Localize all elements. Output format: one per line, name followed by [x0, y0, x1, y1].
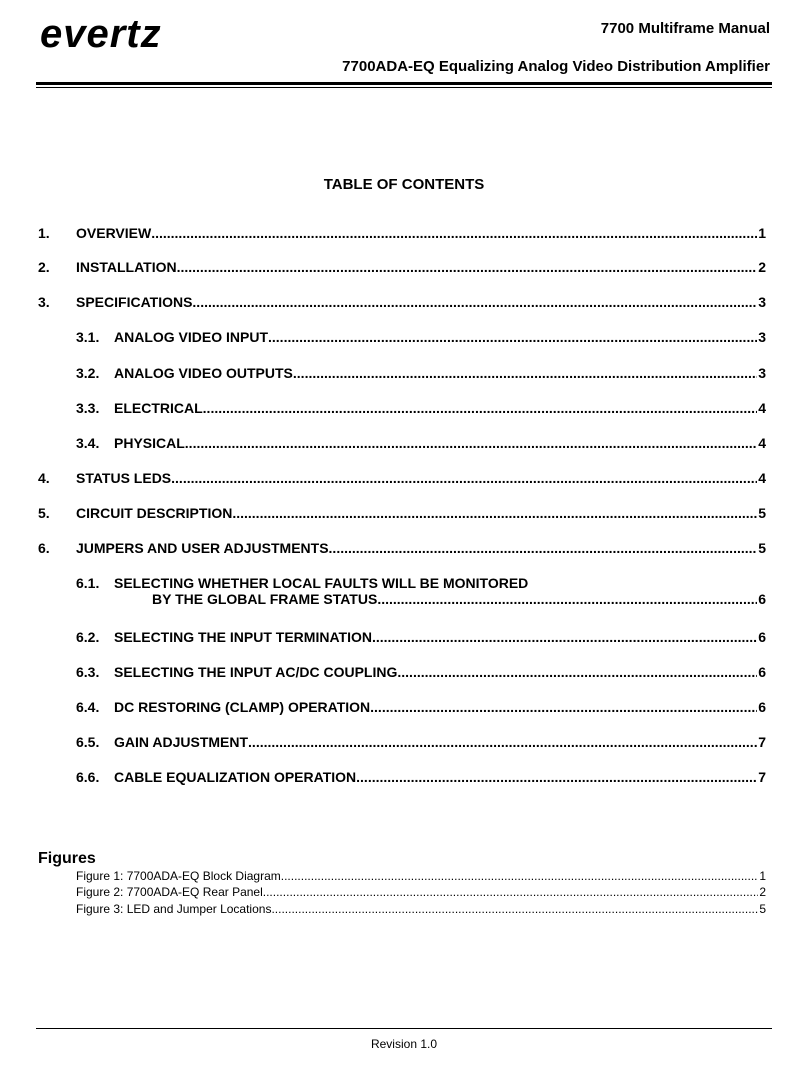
toc-title-text: CIRCUIT DESCRIPTION [76, 505, 233, 521]
figure-title: Figure 1: 7700ADA-EQ Block Diagram [76, 869, 281, 883]
toc-title-text: INSTALLATION [76, 259, 177, 275]
toc-page: 4 [758, 400, 766, 416]
toc-number: 1. [38, 225, 50, 241]
toc-page: 3 [758, 365, 766, 381]
toc-number: 6.3. [76, 664, 100, 680]
toc-entry-input-termination[interactable] [38, 629, 766, 645]
toc-number: 6.2. [76, 629, 100, 645]
toc-leader [293, 365, 757, 381]
figure-leader [281, 869, 759, 883]
toc-entry-analog-video-outputs[interactable] [38, 365, 766, 381]
toc-title-text: OVERVIEW [76, 225, 152, 241]
toc-leader [171, 470, 757, 486]
toc-leader [397, 664, 757, 680]
toc-number: 5. [38, 505, 50, 521]
footer-rule [36, 1028, 772, 1029]
toc-title-text: STATUS LEDS [76, 470, 172, 486]
manual-title: 7700 Multiframe Manual [600, 20, 770, 37]
toc-entry-cable-equalization[interactable] [38, 769, 766, 785]
toc-title-text: PHYSICAL [114, 435, 185, 451]
toc-leader [177, 259, 758, 275]
toc-page: 4 [758, 435, 766, 451]
toc-leader [377, 591, 757, 607]
toc-number: 6.1. [76, 575, 100, 591]
figure-page: 5 [759, 902, 766, 916]
header-rule-thick [36, 82, 772, 85]
figure-entry-led-jumper[interactable] [76, 902, 766, 916]
toc-leader [372, 629, 757, 645]
figure-title: Figure 2: 7700ADA-EQ Rear Panel [76, 885, 263, 899]
toc-leader [203, 400, 758, 416]
toc-entry-physical[interactable] [38, 435, 766, 451]
toc-page: 7 [758, 734, 766, 750]
toc-page: 4 [758, 470, 766, 486]
toc-leader [192, 294, 757, 310]
toc-page: 3 [758, 294, 766, 310]
toc-page: 7 [758, 769, 766, 785]
toc-leader [370, 699, 757, 715]
toc-page: 2 [758, 259, 766, 275]
toc-number: 4. [38, 470, 50, 486]
toc-title-text: JUMPERS AND USER ADJUSTMENTS [76, 540, 329, 556]
toc-page: 6 [758, 664, 766, 680]
toc-leader [232, 505, 757, 521]
toc-number: 6. [38, 540, 50, 556]
evertz-logo: evertz [40, 12, 162, 56]
toc-page: 5 [758, 540, 766, 556]
toc-page: 6 [758, 591, 766, 607]
toc-leader [185, 435, 757, 451]
figure-leader [271, 902, 758, 916]
revision-footer: Revision 1.0 [370, 1037, 438, 1051]
toc-number: 3.1. [76, 329, 100, 345]
toc-title-text: SELECTING THE INPUT AC/DC COUPLING [114, 664, 398, 680]
toc-number: 3.4. [76, 435, 100, 451]
toc-entry-circuit-description[interactable] [38, 505, 766, 521]
toc-entry-overview[interactable] [38, 225, 766, 241]
toc-title-text: BY THE GLOBAL FRAME STATUS [152, 591, 378, 607]
toc-number: 3.3. [76, 400, 100, 416]
toc-number: 3. [38, 294, 50, 310]
toc-title-text: GAIN ADJUSTMENT [114, 734, 249, 750]
toc-leader [356, 769, 757, 785]
toc-number: 2. [38, 259, 50, 275]
toc-number: 3.2. [76, 365, 100, 381]
figure-page: 1 [759, 869, 766, 883]
toc-title-text: ANALOG VIDEO OUTPUTS [114, 365, 293, 381]
toc-title-text: ELECTRICAL [114, 400, 203, 416]
figure-entry-rear-panel[interactable] [76, 885, 766, 899]
toc-page: 1 [758, 225, 766, 241]
toc-number: 6.5. [76, 734, 100, 750]
toc-title-text: SELECTING THE INPUT TERMINATION [114, 629, 372, 645]
toc-title-text: CABLE EQUALIZATION OPERATION [114, 769, 357, 785]
toc-title: TABLE OF CONTENTS [323, 176, 485, 193]
toc-title-text: ANALOG VIDEO INPUT [114, 329, 269, 345]
toc-leader [329, 540, 758, 556]
toc-entry-ac-dc-coupling[interactable] [38, 664, 766, 680]
toc-page: 6 [758, 629, 766, 645]
toc-number: 6.6. [76, 769, 100, 785]
toc-entry-status-leds[interactable] [38, 470, 766, 486]
figure-title: Figure 3: LED and Jumper Locations [76, 902, 272, 916]
toc-leader [268, 329, 757, 345]
toc-entry-dc-restoring[interactable] [38, 699, 766, 715]
toc-title-text: SPECIFICATIONS [76, 294, 193, 310]
toc-page: 3 [758, 329, 766, 345]
figures-heading: Figures [38, 850, 96, 867]
toc-leader [151, 225, 757, 241]
figure-leader [263, 885, 759, 899]
toc-entry-installation[interactable] [38, 259, 766, 275]
toc-entry-analog-video-input[interactable] [38, 329, 766, 345]
toc-page: 6 [758, 699, 766, 715]
toc-page: 5 [758, 505, 766, 521]
header-rule-thin [36, 87, 772, 88]
toc-title-line1: SELECTING WHETHER LOCAL FAULTS WILL BE MONITORED [114, 575, 529, 591]
toc-title-text: DC RESTORING (CLAMP) OPERATION [114, 699, 371, 715]
figure-entry-block-diagram[interactable] [76, 869, 766, 883]
product-title: 7700ADA-EQ Equalizing Analog Video Distribution Amplifier [342, 58, 770, 75]
figure-page: 2 [759, 885, 766, 899]
toc-leader [248, 734, 757, 750]
toc-entry-local-faults[interactable] [38, 575, 766, 607]
toc-entry-gain-adjustment[interactable] [38, 734, 766, 750]
toc-entry-specifications[interactable] [38, 294, 766, 310]
toc-entry-jumpers[interactable] [38, 540, 766, 556]
toc-entry-electrical[interactable] [38, 400, 766, 416]
toc-number: 6.4. [76, 699, 100, 715]
